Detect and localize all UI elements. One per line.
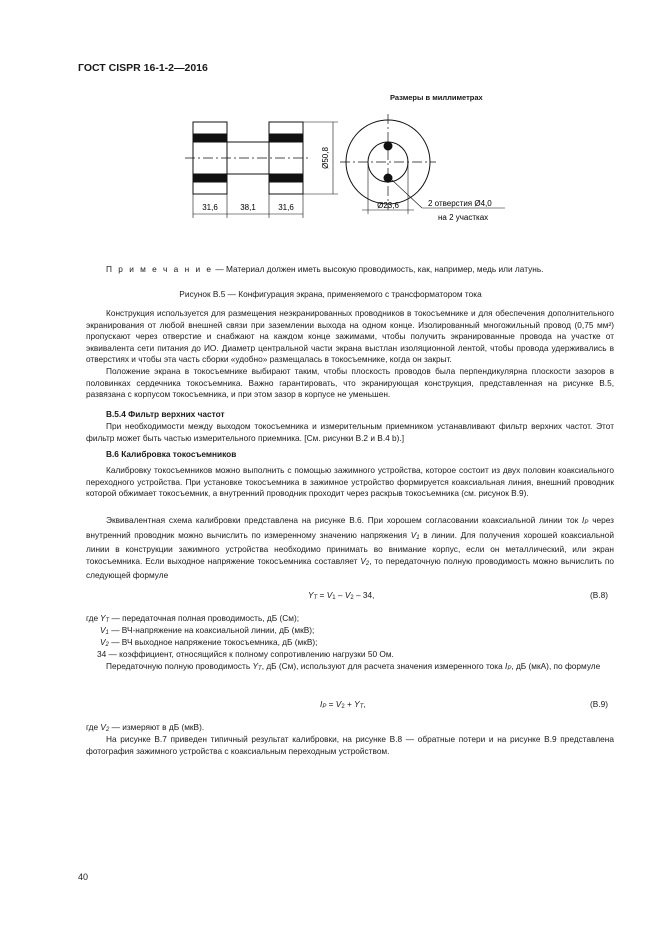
where-item-1: $Y_T$ — передаточная полная проводимость, дБ (См);	[100, 613, 300, 624]
paragraph-3: При необходимости между выходом токосъемника и измерительным приемником устанавливают фильтр верхних частот. Этот фильтр может быть частью измерительного приемника. [См. рисунки В.2 и В.4 b).]	[86, 421, 614, 443]
formula-b8-number: (В.8)	[590, 590, 608, 600]
paragraph-6: Передаточную полную проводимость $Y_T$, дБ (См), используют для расчета значения измеренного тока $I_P$, дБ (мкА), по формуле	[106, 661, 601, 672]
where-item-3: $V_2$ — ВЧ выходное напряжение токосъемника, дБ (мкВ);	[100, 637, 318, 648]
heading-b54: В.5.4 Фильтр верхних частот	[106, 409, 225, 419]
where-item-4: 34 — коэффициент, относящийся к полному сопротивлению нагрузки 50 Ом.	[97, 649, 394, 659]
formula-b8: $Y_T = V_1 - V_2 - 34$,	[308, 590, 375, 601]
figure-b5-drawing	[170, 110, 530, 230]
dim-outer-diameter: Ø50,8	[321, 147, 330, 169]
dim-length-2: 38,1	[240, 203, 256, 212]
figure-note	[106, 264, 543, 274]
dim-length-3: 31,6	[278, 203, 294, 212]
formula-b9-number: (В.9)	[590, 699, 608, 709]
where-intro: где	[86, 613, 99, 623]
hole-top	[384, 142, 392, 150]
hole-bottom	[384, 174, 392, 182]
document-header: ГОСТ CISPR 16-1-2—2016	[78, 62, 208, 74]
dim-inner-diameter: Ø23,6	[377, 201, 399, 210]
heading-b6: В.6 Калибровка токосъемников	[106, 449, 237, 459]
page-number: 40	[78, 872, 89, 882]
paragraph-2: Положение экрана в токосъемнике выбирают таким, чтобы плоскость проводов была перпендикулярна плоскости зазоров в половинках сердечника токосъемника. Важно гарантировать, что экранирующая конструкция, представленная на рисунке В.5, развязана с корпусом токосъемника, и при этом зазор в корпусе не уменьшен.	[86, 366, 614, 400]
hole-label-2: на 2 участках	[438, 213, 489, 222]
hole-label-1: 2 отверстия Ø4,0	[428, 199, 492, 208]
note-text: — Материал должен иметь высокую проводимость, как, например, медь или латунь.	[213, 264, 544, 274]
figure-units-note: Размеры в миллиметрах	[390, 93, 483, 102]
paragraph-1: Конструкция используется для размещения неэкранированных проводников в токосъемнике и для обеспечения дополнительного экранирования от любой внешней связи при заземлении выхода на одном конце. Изолированный многожильный провод (0,75 мм²) пропускают через отверстие и снабжают на каждом конце зажимами, чтобы получить экранированные провода на участке от эквивалента сети питания до ИО. Диаметр центральной части экрана выстлан изоляционной лентой, чтобы провода удерживались в отверстиях и чтобы эта часть сборки «удобно» размещалась в токосъемнике, когда он закрыт.	[86, 308, 614, 365]
paragraph-7: На рисунке В.7 приведен типичный результат калибровки, на рисунке В.8 — обратные потери и на рисунке В.9 представлена фотография зажимного устройства с коаксиальным переходным устройством.	[86, 734, 614, 756]
where-v2: где $V_2$ — измеряют в дБ (мкВ).	[86, 722, 205, 733]
figure-caption: Рисунок В.5 — Конфигурация экрана, применяемого с трансформатором тока	[179, 289, 482, 299]
note-prefix: П р и м е ч а н и е	[106, 264, 214, 274]
paragraph-5: Эквивалентная схема калибровки представлена на рисунке В.6. При хорошем согласовании коаксиальной линии ток $I_P$ через внутренний проводник можно вычислить по измеренному значению напряжения $V_1$ в линии. Для получения хорошей коаксиальной линии в конструкции зажимного устройства необходимо принимать во внимание корпус, если он металлический, или экран токосъемника. Если выходное напряжение токосъемника составляет $V_2$, то передаточную полную проводимость можно вычислить по следующей формуле	[86, 515, 614, 581]
formula-b9: $I_P = V_2 + Y_T$,	[320, 699, 366, 710]
paragraph-4: Калибровку токосъемников можно выполнить с помощью зажимного устройства, которое состоит из двух половин коаксиального переходного устройства. При установке токосъемника в зажимное устройство формируется коаксиальная линия, внешний проводник которой обжимает токосъемник, а внутренний проводник проходит через раскрыв токосъемника (см. рисунок В.9).	[86, 465, 614, 499]
dim-length-1: 31,6	[202, 203, 218, 212]
where-item-2: $V_1$ — ВЧ-напряжение на коаксиальной линии, дБ (мкВ);	[100, 625, 315, 636]
